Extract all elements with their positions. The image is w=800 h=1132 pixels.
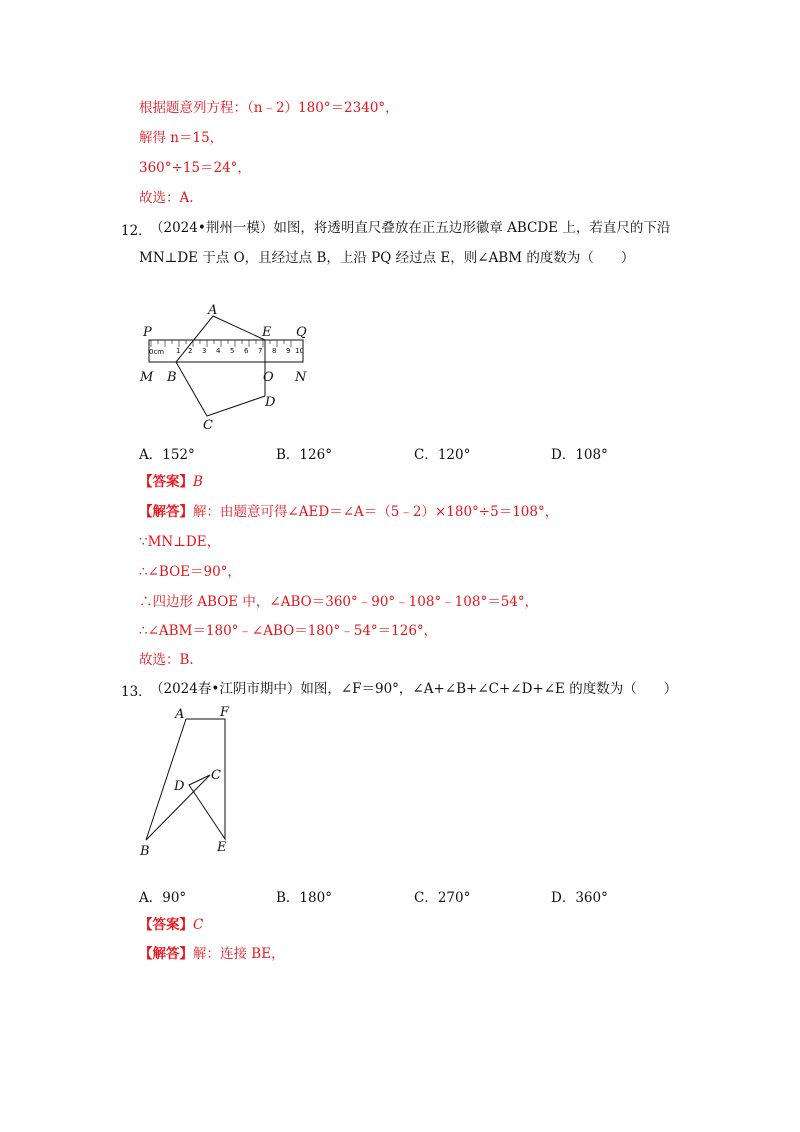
prev-solution-line-2: 解得 n＝15， [139,130,224,146]
ruler-tick-1: 1 [176,347,181,355]
question-12-option-b[interactable]: B．126° [276,447,332,463]
label-c: C [203,418,213,433]
question-12-solution-line-1 [139,503,558,521]
label-o: O [263,370,274,385]
question-13-stem: （2024春•江阴市期中）如图，∠F＝90°，∠A+∠B+∠C+∠D+∠E 的度数为（ ） [150,681,678,697]
ruler-tick-3: 3 [202,347,207,355]
solution-text: 解：连接 BE， [193,946,285,962]
label-m: M [140,370,154,385]
answer-tag: 【答案】 [139,917,193,933]
label-a: A [208,303,218,318]
question-12-solution-line-2: ∵MN⊥DE， [139,534,221,550]
question-13-figure [135,702,245,862]
question-12-answer-line [139,473,203,491]
label-d: D [265,395,276,410]
solution-tag: 【解答】 [139,504,193,520]
ruler-tick-6: 6 [244,347,249,355]
question-12-solution-line-5: ∴∠ABM＝180°﹣∠ABO＝180°﹣54°＝126°， [139,623,438,639]
pentagon-abcde [176,316,265,416]
ruler-tick-5: 5 [230,347,235,355]
ruler-ticks [151,340,291,347]
answer-tag: 【答案】 [139,474,193,490]
question-13-answer: C [193,917,204,933]
label-b: B [167,370,177,385]
ruler-tick-7: 7 [258,347,263,355]
question-12-answer: B [193,474,203,490]
solution-tag: 【解答】 [139,946,193,962]
label-n: N [295,370,307,385]
question-12-option-c[interactable]: C．120° [414,447,471,463]
ruler-tick-10: 10 [295,347,304,355]
question-13-option-d[interactable]: D．360° [551,890,608,906]
question-12-stem-line-1: （2024•荆州一模）如图，将透明直尺叠放在正五边形徽章 ABCDE 上，若直尺的下沿 [150,220,671,236]
question-13-option-a[interactable]: A．90° [139,890,187,906]
prev-solution-line-3: 360°÷15＝24°， [139,160,251,176]
question-12-solution-line-3: ∴∠BOE＝90°， [139,564,241,580]
ruler-tick-0: 0cm [149,348,165,356]
prev-solution-line-1: 根据题意列方程：（n﹣2）180°＝2340°， [139,100,399,116]
ruler-tick-2: 2 [188,347,193,355]
label-c: C [211,768,221,783]
label-e: E [262,325,272,340]
question-13-solution-line-1 [139,945,285,963]
ruler-tick-8: 8 [272,347,277,355]
ruler-tick-9: 9 [286,347,291,355]
label-e: E [217,840,227,855]
question-13-option-c[interactable]: C．270° [414,890,471,906]
question-12-option-d[interactable]: D．108° [551,447,608,463]
question-13-number: 13． [121,684,152,700]
solution-text: 解：由题意可得∠AED＝∠A＝（5﹣2）×180°÷5＝108°， [193,504,559,520]
label-a: A [175,707,185,722]
question-12-number: 12． [121,223,152,239]
question-12-solution-line-6: 故选：B. [139,652,194,668]
question-12-solution-line-4: ∴四边形 ABOE 中，∠ABO＝360°﹣90°﹣108°﹣108°＝54°， [139,594,539,610]
question-13-option-b[interactable]: B．180° [276,890,332,906]
question-12-option-a[interactable]: A．152° [139,447,195,463]
label-q: Q [296,325,307,340]
label-p: P [143,325,152,340]
question-12-figure [135,298,325,433]
label-f: F [220,705,230,720]
label-b: B [140,844,150,859]
question-12-stem-line-2: MN⊥DE 于点 O，且经过点 B，上沿 PQ 经过点 E，则∠ABM 的度数为（ ） [139,250,635,266]
prev-solution-line-4: 故选：A. [139,190,194,206]
label-d: D [174,779,185,794]
question-13-answer-line [139,916,203,934]
ruler-tick-4: 4 [216,347,221,355]
